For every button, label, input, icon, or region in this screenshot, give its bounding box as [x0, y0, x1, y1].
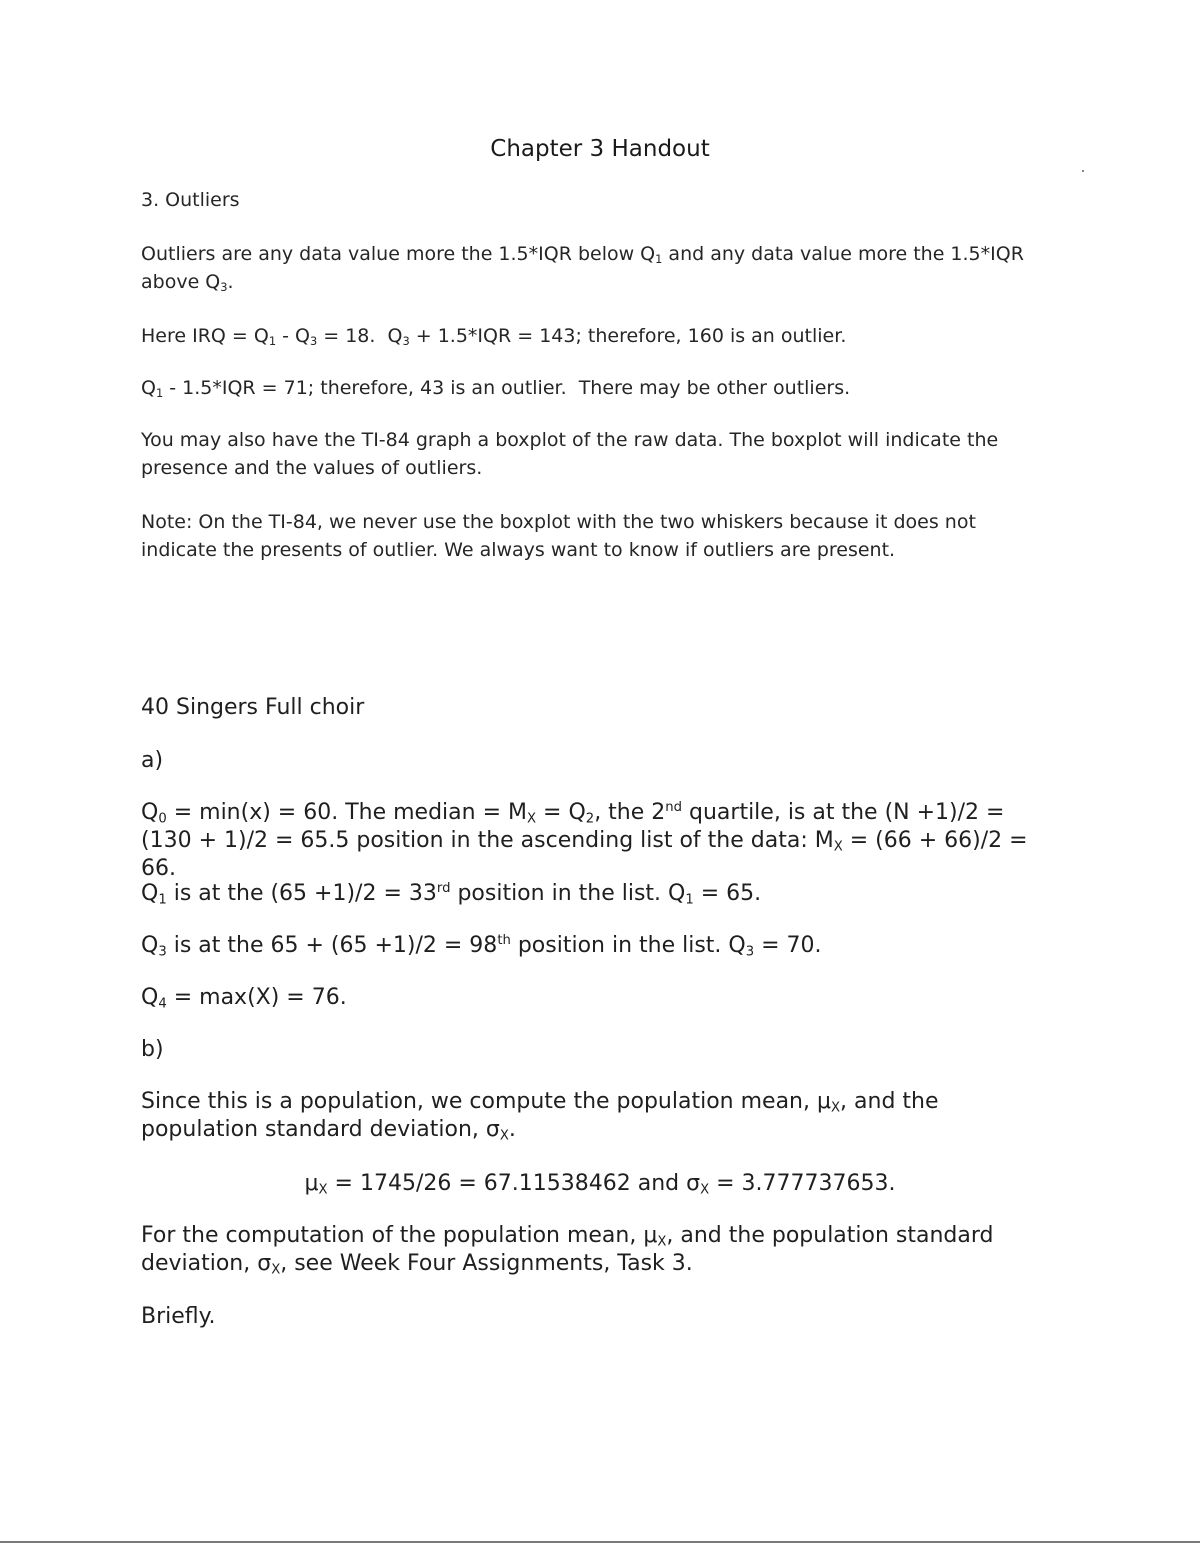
population-paragraph: Since this is a population, we compute the population mean, $\mu_X$, and the population standard deviation, $\sigma_X$.: [141, 1089, 939, 1144]
q1-paragraph: $Q_1$ is at the (65 +1)/2 = 33rd position in the list. $Q_1 = 65$.: [141, 881, 762, 908]
lower-fence-paragraph: $Q_1 - 1.5*IQR = 71$; therefore, 43 is an outlier. There may be other outliers.: [141, 377, 851, 400]
q3-paragraph: $Q_3$ is at the 65 + (65 +1)/2 = 98th position in the list. $Q_3 = 70$.: [141, 933, 822, 960]
scan-speck: [1082, 170, 1084, 172]
outlier-definition-paragraph: Outliers are any data value more the 1.5*IQR below $Q_1$ and any data value more the 1.5*IQR above $Q_3$.: [141, 243, 1024, 294]
q0-median-paragraph: $Q_0 = \min(x) = 60$. The median = $M_X = Q_2$, the 2nd quartile, is at the (N +1)/2 = (130 + 1)/2 = 65.5 position in the ascending list of the data: $M_X = (66 + 66)/2 = 66$.: [141, 800, 1028, 881]
page-title: Chapter 3 Handout: [490, 136, 710, 162]
q4-paragraph: $Q_4 = \max(X) = 76$.: [141, 985, 347, 1012]
upper-fence-paragraph: Here IRQ = $Q_1 - Q_3 = 18$. $Q_3 + 1.5*IQR = 143$; therefore, 160 is an outlier.: [141, 325, 847, 348]
choir-heading: 40 Singers Full choir: [141, 695, 365, 720]
part-b-label: b): [141, 1037, 164, 1062]
scan-bottom-edge: [0, 1541, 1200, 1543]
note-paragraph: Note: On the TI-84, we never use the boxplot with the two whiskers because it does not indicate the presents of outlier. We always want to know if outliers are present.: [141, 511, 976, 561]
section-heading: 3. Outliers: [141, 189, 240, 211]
ti84-paragraph: You may also have the TI-84 graph a boxplot of the raw data. The boxplot will indicate the presence and the values of outliers.: [141, 429, 999, 479]
computation-reference-paragraph: For the computation of the population mean, $\mu_X$, and the population standard deviation, $\sigma_X$, see Week Four Assignments, Task 3.: [141, 1223, 994, 1278]
mean-sd-formula: $\mu_X = 1745/26 = 67.11538462$ and $\sigma_X = 3.777737653$.: [304, 1171, 896, 1198]
part-a-label: a): [141, 748, 164, 773]
briefly-text: Briefly.: [141, 1304, 216, 1329]
